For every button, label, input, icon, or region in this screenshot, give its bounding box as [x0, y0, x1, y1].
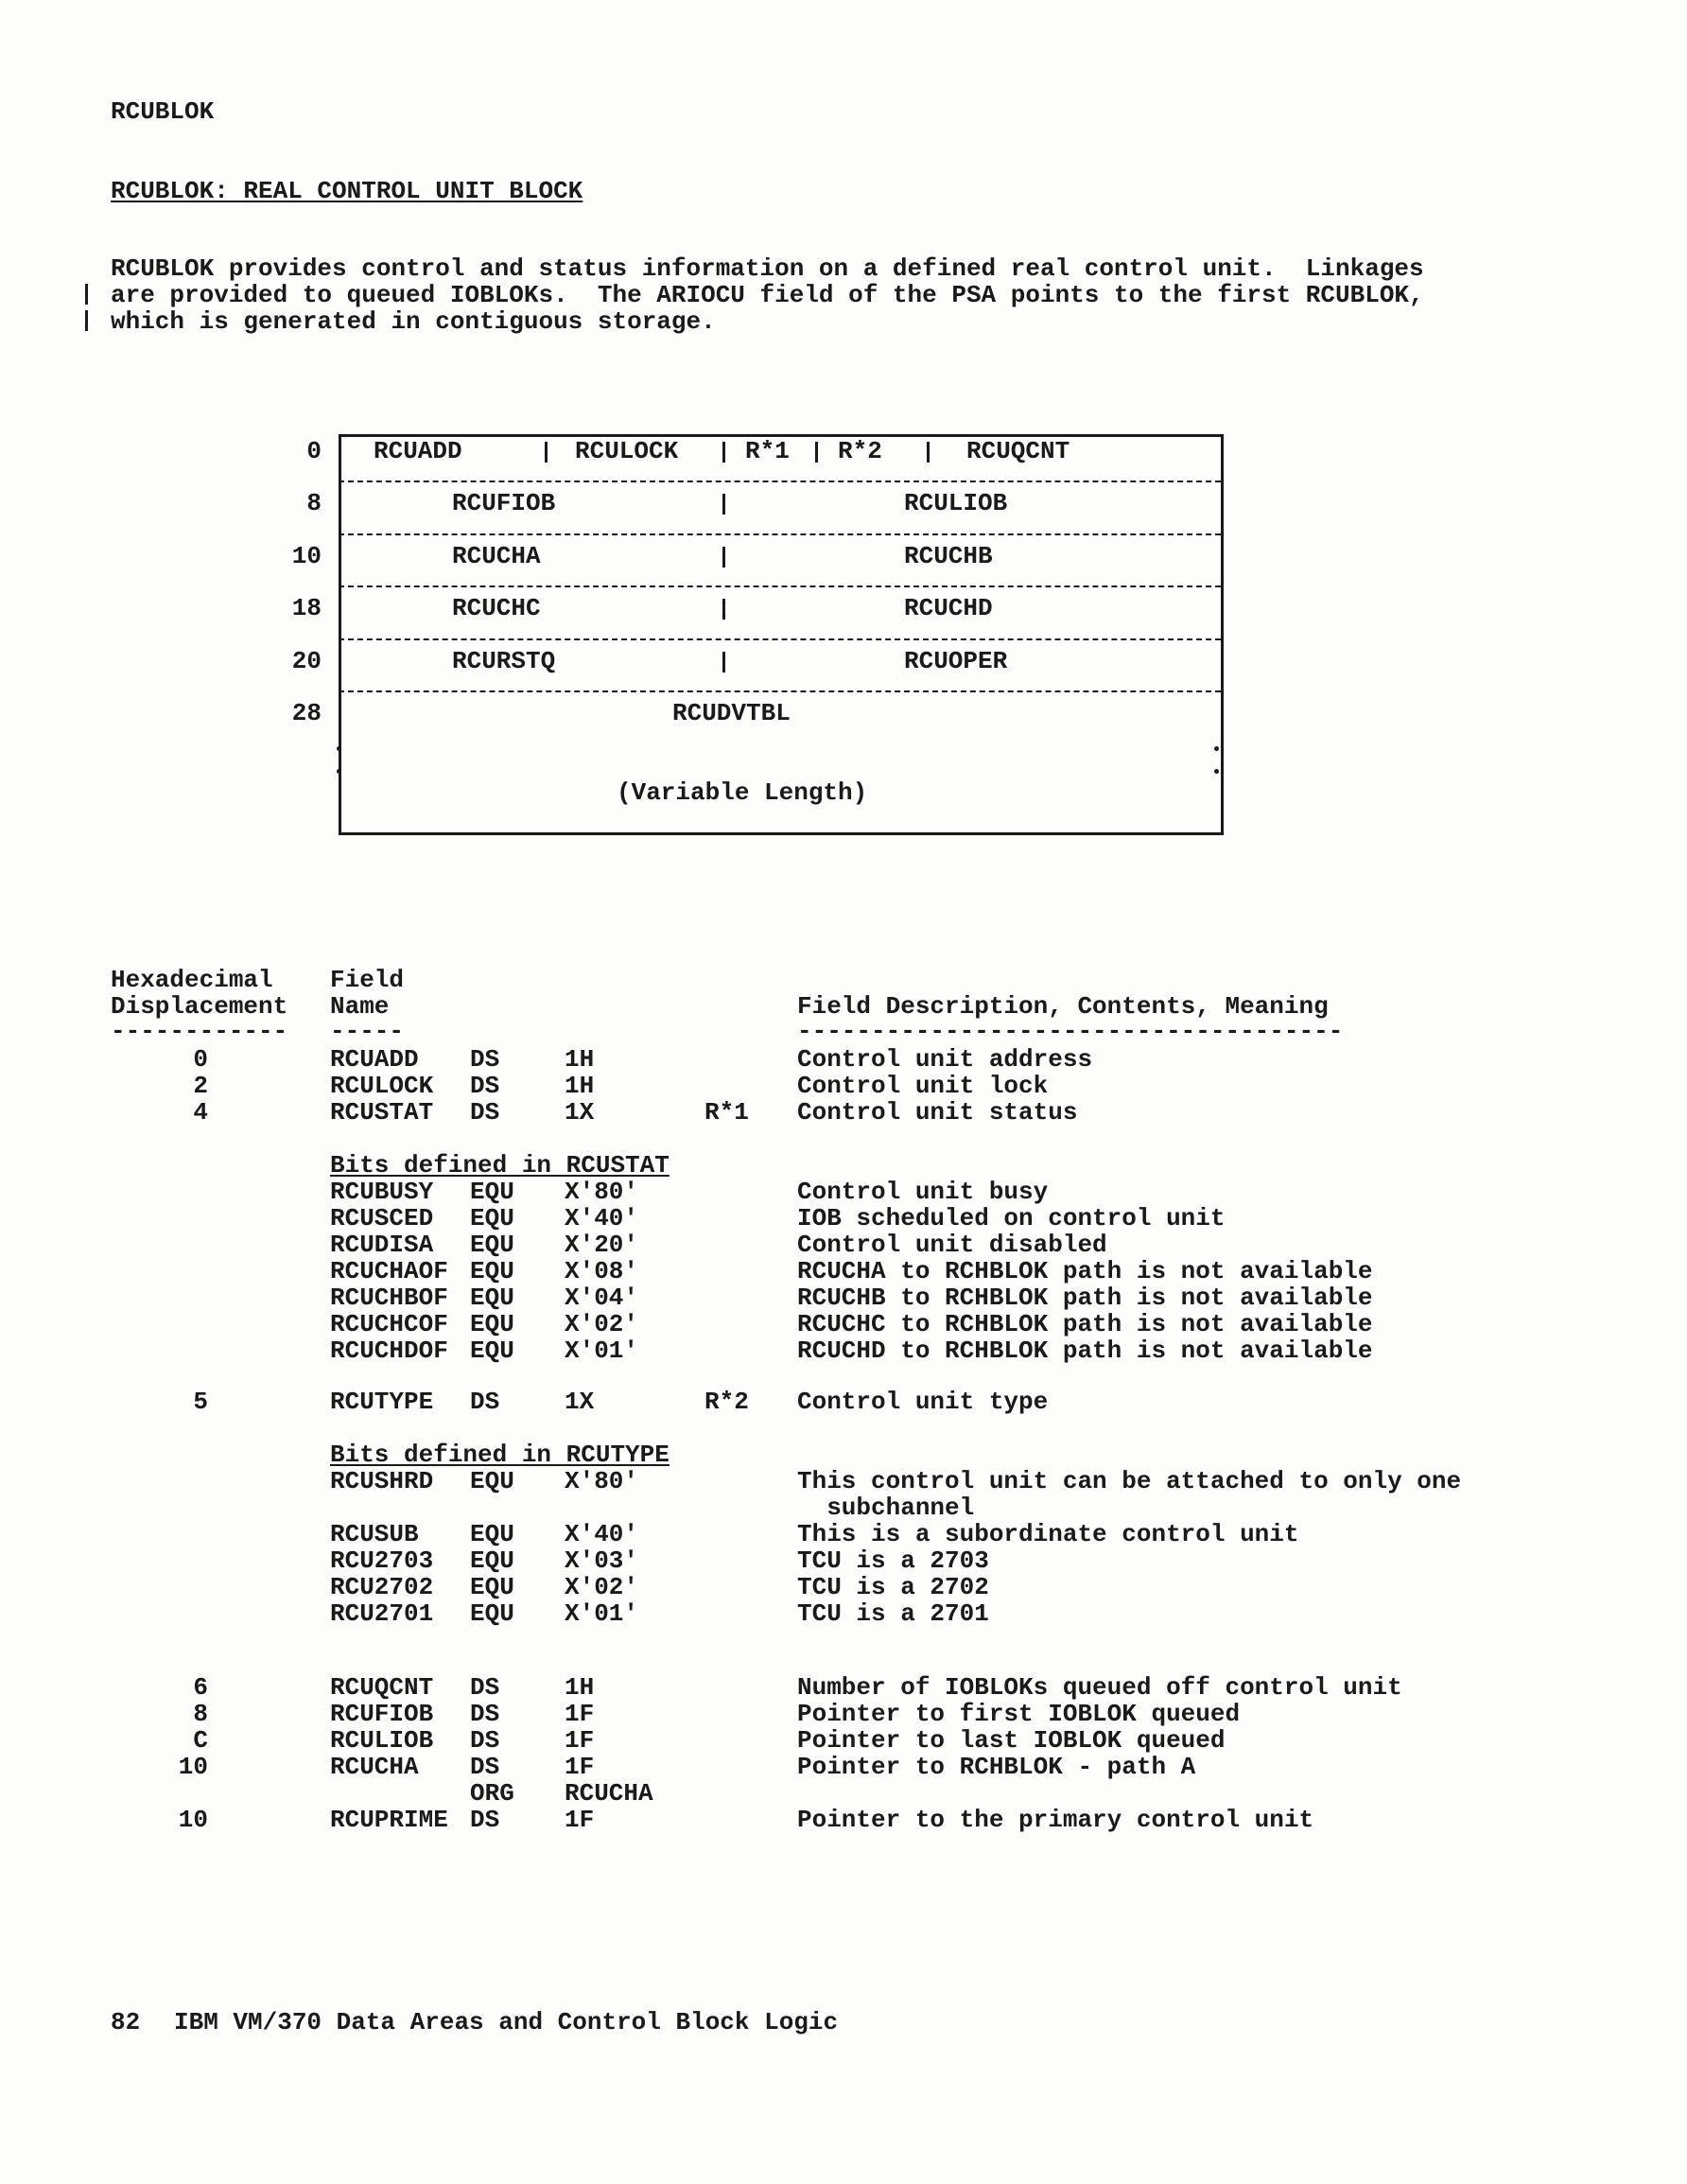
field-rcuchd: RCUCHD	[904, 594, 993, 622]
field-op: DS	[470, 1753, 500, 1781]
field-op: DS	[470, 1726, 500, 1755]
field-length: 1F	[565, 1753, 595, 1781]
bit-value: X'04'	[565, 1284, 639, 1312]
field-rculiob: RCULIOB	[904, 489, 1008, 517]
bit-value: X'02'	[565, 1573, 639, 1601]
ellipsis-dot	[337, 746, 341, 751]
header-hex-rule: ------------	[111, 1017, 288, 1045]
field-op: DS	[470, 1045, 500, 1074]
bit-value: X'40'	[565, 1204, 639, 1232]
offset-label: 20	[291, 647, 322, 675]
row-divider	[339, 585, 1221, 587]
offset-label: 10	[291, 542, 322, 570]
bit-name: RCUSUB	[330, 1520, 419, 1548]
bit-description: Control unit busy	[797, 1178, 1049, 1206]
field-name: RCUQCNT	[330, 1673, 434, 1702]
field-description: Pointer to first IOBLOK queued	[797, 1700, 1241, 1728]
bit-op: EQU	[470, 1284, 514, 1312]
variable-length-label: (Variable Length)	[617, 778, 868, 807]
row-divider	[339, 480, 1221, 482]
field-length: 1F	[565, 1806, 595, 1834]
field-description: Control unit status	[797, 1098, 1078, 1127]
field-rcuqcnt: RCUQCNT	[966, 437, 1070, 465]
section-title: RCUBLOK: REAL CONTROL UNIT BLOCK	[111, 177, 583, 205]
field-length: 1X	[565, 1098, 595, 1127]
field-rcuchc: RCUCHC	[452, 594, 541, 622]
field-description: Pointer to RCHBLOK - path A	[797, 1753, 1196, 1781]
field-name: RCUADD	[330, 1045, 419, 1074]
bit-op: EQU	[470, 1204, 514, 1232]
field-ref: R*1	[704, 1098, 749, 1127]
offset-label: 28	[291, 699, 322, 727]
bit-description: TCU is a 2703	[797, 1546, 989, 1575]
header-name-2: Name	[330, 992, 390, 1021]
bit-value: X'01'	[565, 1337, 639, 1365]
bit-name: RCU2703	[330, 1546, 434, 1575]
header-hex-1: Hexadecimal	[111, 966, 273, 994]
field-rcuadd: RCUADD	[374, 437, 462, 465]
row-divider	[339, 638, 1221, 640]
field-ref: R*2	[704, 1388, 749, 1416]
bit-description-cont: subchannel	[797, 1494, 975, 1522]
bit-description: RCUCHA to RCHBLOK path is not available	[797, 1257, 1373, 1285]
row-divider	[339, 690, 1221, 692]
field-length: 1X	[565, 1388, 595, 1416]
field-name: RCUCHA	[330, 1753, 419, 1781]
bit-description: TCU is a 2702	[797, 1573, 989, 1601]
header-hex-2: Displacement	[111, 992, 288, 1021]
field-op: DS	[470, 1388, 500, 1416]
bit-description: TCU is a 2701	[797, 1599, 989, 1628]
field-rcurstq: RCURSTQ	[452, 647, 556, 675]
ellipsis-dot	[337, 769, 341, 774]
running-title: RCUBLOK	[111, 97, 215, 126]
hex-offset: 8	[193, 1700, 208, 1728]
intro-line-2: are provided to queued IOBLOKs. The ARIOCU field of the PSA points to the first RCUBLOK,	[111, 281, 1424, 309]
bit-op: EQU	[470, 1257, 514, 1285]
bit-description: RCUCHD to RCHBLOK path is not available	[797, 1337, 1373, 1365]
field-description: Control unit address	[797, 1045, 1093, 1074]
field-rcuchb: RCUCHB	[904, 542, 993, 570]
revision-bar	[85, 284, 88, 305]
org-target: RCUCHA	[565, 1779, 653, 1808]
field-name: RCUTYPE	[330, 1388, 434, 1416]
offset-label: 0	[306, 437, 322, 465]
field-rcucha: RCUCHA	[452, 542, 541, 570]
bit-name: RCUCHCOF	[330, 1310, 448, 1338]
field-name: RCUFIOB	[330, 1700, 434, 1728]
page-number: 82	[111, 2008, 141, 2036]
offset-label: 18	[291, 594, 322, 622]
bit-op: EQU	[470, 1231, 514, 1259]
bit-value: X'03'	[565, 1546, 639, 1575]
field-length: 1F	[565, 1700, 595, 1728]
field-separator	[722, 547, 725, 568]
field-separator	[545, 442, 548, 463]
org-op: ORG	[470, 1779, 514, 1808]
field-name: RCUSTAT	[330, 1098, 434, 1127]
field-op: DS	[470, 1072, 500, 1100]
bit-description: RCUCHB to RCHBLOK path is not available	[797, 1284, 1373, 1312]
field-rculock: RCULOCK	[575, 437, 679, 465]
field-separator	[722, 442, 725, 463]
book-title: IBM VM/370 Data Areas and Control Block Logic	[174, 2008, 839, 2036]
header-name-rule: -----	[330, 1017, 405, 1045]
hex-offset: 10	[178, 1806, 208, 1834]
field-op: DS	[470, 1700, 500, 1728]
field-op: DS	[470, 1806, 500, 1834]
field-separator	[927, 442, 930, 463]
bit-description: This control unit can be attached to only one	[797, 1467, 1462, 1495]
bit-value: X'20'	[565, 1231, 639, 1259]
field-description: Pointer to last IOBLOK queued	[797, 1726, 1226, 1755]
hex-offset: 5	[193, 1388, 208, 1416]
field-op: DS	[470, 1098, 500, 1127]
bit-description: RCUCHC to RCHBLOK path is not available	[797, 1310, 1373, 1338]
bit-op: EQU	[470, 1310, 514, 1338]
bit-value: X'80'	[565, 1178, 639, 1206]
bit-value: X'02'	[565, 1310, 639, 1338]
field-length: 1F	[565, 1726, 595, 1755]
bit-name: RCUDISA	[330, 1231, 434, 1259]
bit-name: RCUSCED	[330, 1204, 434, 1232]
revision-bar	[85, 310, 88, 331]
bit-op: EQU	[470, 1178, 514, 1206]
field-description: Control unit type	[797, 1388, 1049, 1416]
bit-name: RCUSHRD	[330, 1467, 434, 1495]
bit-op: EQU	[470, 1467, 514, 1495]
bit-value: X'01'	[565, 1599, 639, 1628]
field-description: Number of IOBLOKs queued off control unit	[797, 1673, 1402, 1702]
field-rcufiob: RCUFIOB	[452, 489, 556, 517]
hex-offset: 2	[193, 1072, 208, 1100]
field-separator	[722, 494, 725, 515]
bit-op: EQU	[470, 1599, 514, 1628]
offset-label: 8	[306, 489, 322, 517]
bit-name: RCUCHAOF	[330, 1257, 448, 1285]
field-description: Pointer to the primary control unit	[797, 1806, 1314, 1834]
bit-description: This is a subordinate control unit	[797, 1520, 1299, 1548]
bit-name: RCU2702	[330, 1573, 434, 1601]
field-name: RCULOCK	[330, 1072, 434, 1100]
field-r2: R*2	[838, 437, 882, 465]
intro-line-3: which is generated in contiguous storage.	[111, 307, 716, 336]
bit-op: EQU	[470, 1546, 514, 1575]
field-separator	[722, 599, 725, 620]
bits-heading: Bits defined in RCUTYPE	[330, 1441, 670, 1469]
row-divider	[339, 533, 1221, 535]
field-rcudvtbl: RCUDVTBL	[672, 699, 791, 727]
bit-name: RCUCHBOF	[330, 1284, 448, 1312]
field-rcuoper: RCUOPER	[904, 647, 1008, 675]
intro-line-1: RCUBLOK provides control and status information on a defined real control unit. Linkages	[111, 254, 1424, 283]
field-name: RCULIOB	[330, 1726, 434, 1755]
hex-offset: C	[193, 1726, 208, 1755]
block-layout-diagram	[284, 430, 1229, 837]
field-r1: R*1	[745, 437, 790, 465]
field-description: Control unit lock	[797, 1072, 1049, 1100]
bit-description: Control unit disabled	[797, 1231, 1107, 1259]
header-name-1: Field	[330, 966, 405, 994]
bit-op: EQU	[470, 1573, 514, 1601]
field-name: RCUPRIME	[330, 1806, 448, 1834]
bit-value: X'80'	[565, 1467, 639, 1495]
header-description-rule: -------------------------------------	[797, 1017, 1344, 1045]
field-op: DS	[470, 1673, 500, 1702]
field-length: 1H	[565, 1072, 595, 1100]
hex-offset: 10	[178, 1753, 208, 1781]
field-length: 1H	[565, 1673, 595, 1702]
hex-offset: 6	[193, 1673, 208, 1702]
bit-op: EQU	[470, 1337, 514, 1365]
field-separator	[722, 652, 725, 673]
bit-op: EQU	[470, 1520, 514, 1548]
bit-value: X'08'	[565, 1257, 639, 1285]
hex-offset: 0	[193, 1045, 208, 1074]
hex-offset: 4	[193, 1098, 208, 1127]
bit-value: X'40'	[565, 1520, 639, 1548]
ellipsis-dot	[1214, 746, 1219, 751]
bits-heading: Bits defined in RCUSTAT	[330, 1151, 670, 1179]
bit-name: RCU2701	[330, 1599, 434, 1628]
field-separator	[815, 442, 818, 463]
bit-name: RCUBUSY	[330, 1178, 434, 1206]
bit-name: RCUCHDOF	[330, 1337, 448, 1365]
header-description: Field Description, Contents, Meaning	[797, 992, 1329, 1021]
ellipsis-dot	[1214, 769, 1219, 774]
field-length: 1H	[565, 1045, 595, 1074]
bit-description: IOB scheduled on control unit	[797, 1204, 1226, 1232]
